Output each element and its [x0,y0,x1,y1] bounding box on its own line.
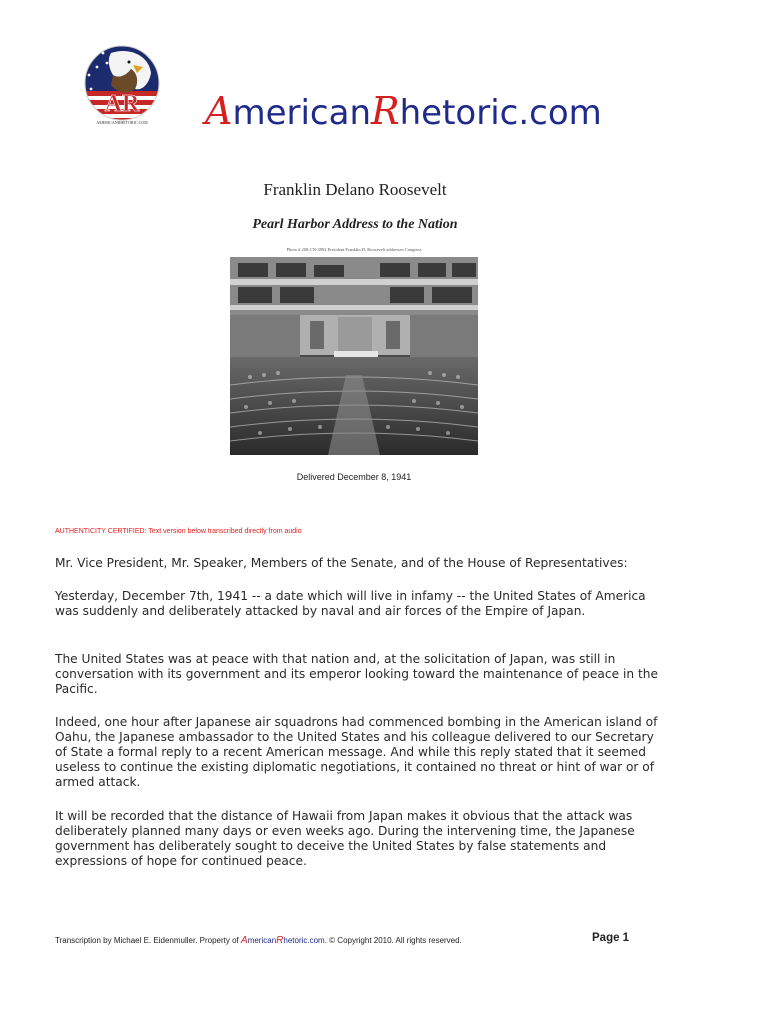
eagle-flag-logo-icon [83,45,161,127]
congress-photo [230,247,478,455]
footer-brand-link[interactable] [241,936,325,945]
footer-brand-r: R [276,935,284,946]
site-title-hetoric: hetoric.com [399,93,602,133]
footer-brand-hetoric: hetoric.com [283,936,325,945]
footer-brand-a: A [241,935,248,946]
footer-prefix: Transcription by Michael E. Eidenmuller. Property of [55,936,242,945]
site-title-r: R [371,89,400,133]
speech-paragraph: Yesterday, December 7th, 1941 -- a date which will live in infamy -- the United States of America was suddenly and deliberately attacked by naval and air forces of the Empire of Japan. [55,589,646,618]
site-title-merican: merican [232,93,371,133]
authenticity-notice: AUTHENTICITY CERTIFIED: Text version below transcribed directly from audio [55,528,302,535]
speech-paragraph: The United States was at peace with that nation and, at the solicitation of Japan, was still in conversation with its government and its emperor looking toward the maintenance of peace in the Pacific. [55,652,658,696]
logo-url: AMERICANRHETORIC.COM [96,120,148,125]
speech-paragraph: Indeed, one hour after Japanese air squadrons had commenced bombing in the American island of Oahu, the Japanese ambassador to the United States and his colleague delivered to our Secretary of State a formal reply to a recent American message. And while this reply stated that it seemed useless to continue the existing diplomatic negotiations, it contained no threat or hint of war or of armed attack. [55,715,658,789]
footer-credits [55,935,462,946]
site-logo[interactable] [83,45,161,127]
site-title[interactable] [205,89,602,133]
congress-chamber-image [230,257,478,455]
photo-caption: Photo # 208-CN-3992 President Franklin D. Roosevelt addresses Congress [286,247,422,252]
delivered-date: Delivered December 8, 1941 [296,472,412,482]
speech-paragraph: It will be recorded that the distance of Hawaii from Japan makes it obvious that the attack was deliberately planned many days or even weeks ago. During the intervening time, the Japanese government has deliberately sought to deceive the United States by false statements and expressions of hope for continued peace. [55,809,635,868]
footer-suffix: . © Copyright 2010. All rights reserved. [324,936,462,945]
footer-brand-merican: merican [247,936,277,945]
page-number: Page 1 [592,932,630,944]
speech-title: Pearl Harbor Address to the Nation [252,217,458,232]
site-title-a: A [205,89,233,133]
speaker-name: Franklin Delano Roosevelt [263,180,447,199]
svg-text:AR: AR [104,91,140,117]
speech-paragraph: Mr. Vice President, Mr. Speaker, Members of the Senate, and of the House of Representatives: [55,556,628,570]
